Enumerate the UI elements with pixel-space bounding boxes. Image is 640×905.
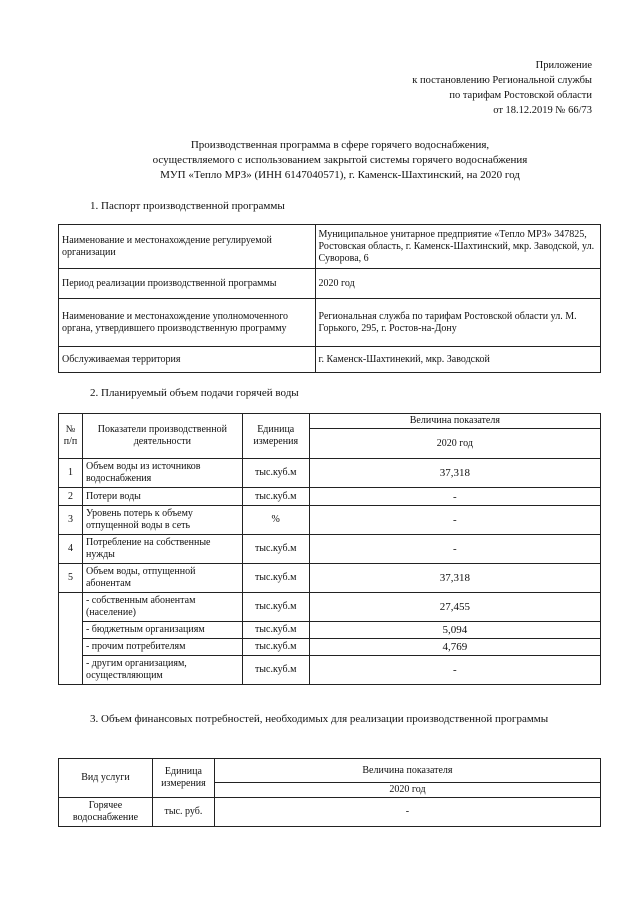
section1-heading: 1. Паспорт производственной программы (90, 200, 285, 212)
table-row (59, 459, 601, 488)
row-name: Уровень потерь к объему отпущенной воды в сеть (82, 506, 242, 535)
row-unit: тыс.куб.м (242, 535, 309, 564)
row-unit: тыс.куб.м (242, 593, 309, 622)
service-value: - (214, 798, 600, 827)
head-service: Вид услуги (59, 759, 153, 798)
finance-table (58, 758, 601, 827)
passport-value: Региональная служба по тарифам Ростовской области ул. М. Горького, 295, г. Ростов-на-Дону (315, 299, 600, 347)
row-value: - (309, 506, 600, 535)
row-value: - (309, 656, 600, 685)
row-num: 2 (59, 488, 83, 506)
table-row (59, 798, 601, 827)
section2-heading: 2. Планируемый объем подачи горячей воды (90, 387, 299, 399)
title-line: осуществляемого с использованием закрытой системы горячего водоснабжения (152, 154, 528, 166)
row-num-empty (59, 593, 83, 685)
table-row (59, 593, 601, 622)
row-name: - собственным абонентам (население) (82, 593, 242, 622)
table-row (59, 535, 601, 564)
row-unit: тыс.куб.м (242, 622, 309, 639)
row-num: 3 (59, 506, 83, 535)
head-indicator: Показатели производственной деятельности (82, 414, 242, 459)
row-value: 4,769 (309, 639, 600, 656)
row-value: 27,455 (309, 593, 600, 622)
table-row (59, 488, 601, 506)
row-name: - бюджетным организациям (82, 622, 242, 639)
head-value: Величина показателя (309, 414, 600, 429)
appendix-line: к постановлению Региональной службы (412, 75, 592, 86)
passport-label: Период реализации производственной программы (59, 269, 316, 299)
table-row (59, 639, 601, 656)
section3-heading: 3. Объем финансовых потребностей, необходимых для реализации производственной программы (90, 713, 549, 725)
passport-row (59, 269, 601, 299)
row-value: 37,318 (309, 459, 600, 488)
row-value: 5,094 (309, 622, 600, 639)
table-row (59, 622, 601, 639)
appendix-line: Приложение (535, 60, 592, 71)
appendix-date: от 18.12.2019 № 66/73 (493, 105, 592, 116)
appendix-line: по тарифам Ростовской области (449, 90, 592, 101)
passport-row (59, 299, 601, 347)
row-name: - другим организациям, осуществляющим (82, 656, 242, 685)
passport-row (59, 347, 601, 373)
head-unit: Единица измерения (152, 759, 214, 798)
row-unit: тыс.куб.м (242, 639, 309, 656)
row-unit: тыс.куб.м (242, 459, 309, 488)
row-unit: тыс.куб.м (242, 656, 309, 685)
table-row (59, 564, 601, 593)
passport-value: г. Каменск-Шахтинекий, мкр. Заводской (315, 347, 600, 373)
head-num: № п/п (59, 414, 83, 459)
service-name: Горячее водоснабжение (59, 798, 153, 827)
row-num: 5 (59, 564, 83, 593)
head-year: 2020 год (309, 429, 600, 459)
row-name: - прочим потребителям (82, 639, 242, 656)
row-value: - (309, 488, 600, 506)
passport-table (58, 224, 601, 373)
row-num: 1 (59, 459, 83, 488)
row-num: 4 (59, 535, 83, 564)
table-row (59, 656, 601, 685)
head-year: 2020 год (214, 783, 600, 798)
table-row (59, 506, 601, 535)
passport-label: Обслуживаемая территория (59, 347, 316, 373)
row-name: Потери воды (82, 488, 242, 506)
passport-row (59, 225, 601, 269)
passport-value: Муниципальное унитарное предприятие «Тепло МРЗ» 347825, Ростовская область, г. Каменск-Шахтинский, мкр. Заводской, ул. Суворова, 6 (315, 225, 600, 269)
row-name: Объем воды из источников водоснабжения (82, 459, 242, 488)
title-line: Производственная программа в сфере горячего водоснабжения, (190, 139, 490, 151)
passport-label: Наименование и местонахождение регулируемой организации (59, 225, 316, 269)
row-value: 37,318 (309, 564, 600, 593)
passport-value: 2020 год (315, 269, 600, 299)
row-unit: тыс.куб.м (242, 488, 309, 506)
appendix-block (412, 58, 592, 118)
document-title (40, 138, 640, 183)
row-name: Потребление на собственные нужды (82, 535, 242, 564)
head-unit: Единица измерения (242, 414, 309, 459)
title-line: МУП «Тепло МРЗ» (ИНН 6147040571), г. Каменск-Шахтинский, на 2020 год (160, 169, 520, 181)
row-value: - (309, 535, 600, 564)
supply-table (58, 413, 601, 685)
row-unit: % (242, 506, 309, 535)
passport-label: Наименование и местонахождение уполномоченного органа, утвердившего производственную программу (59, 299, 316, 347)
row-unit: тыс.куб.м (242, 564, 309, 593)
row-name: Объем воды, отпущенной абонентам (82, 564, 242, 593)
head-value: Величина показателя (214, 759, 600, 783)
service-unit: тыс. руб. (152, 798, 214, 827)
